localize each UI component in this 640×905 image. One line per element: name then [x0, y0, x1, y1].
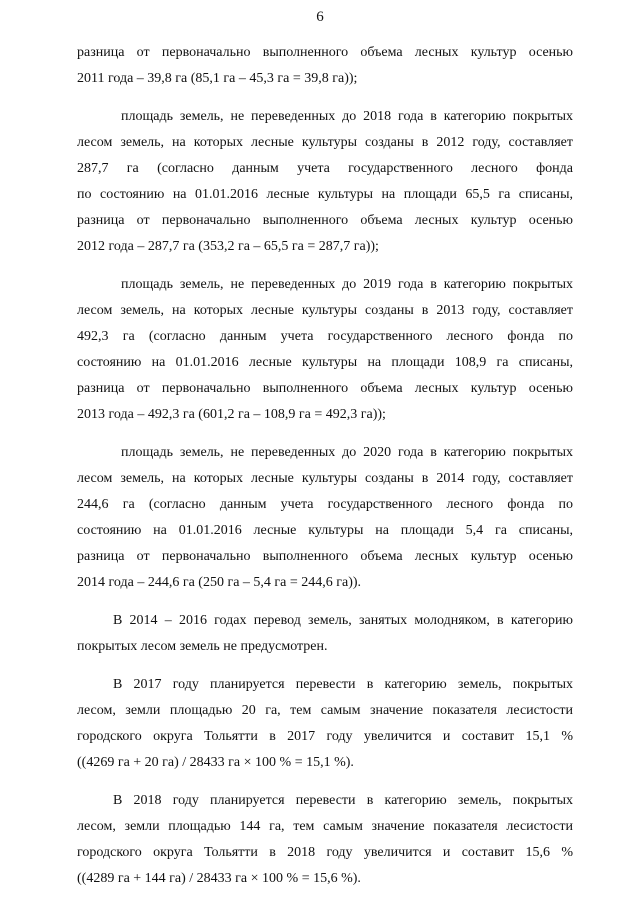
- text-line: 2011 года – 39,8 га (85,1 га – 45,3 га = 39,8 га));: [77, 71, 358, 86]
- text-line: 2014 года – 244,6 га (250 га – 5,4 га = 244,6 га)).: [77, 575, 362, 590]
- text-line: 2012 года – 287,7 га (353,2 га – 65,5 га = 287,7 га));: [77, 239, 379, 254]
- text-line: В 2017 году планируется перевести в категорию земель, покрытых: [113, 677, 573, 692]
- text-line: городского округа Тольятти в 2018 году увеличится и составит 15,6 %: [77, 845, 573, 860]
- paragraph-7: [77, 788, 573, 892]
- text-line: разница от первоначально выполненного объема лесных культур осенью: [77, 381, 573, 396]
- text-line: В 2014 – 2016 годах перевод земель, занятых молодняком, в категорию: [113, 613, 573, 628]
- paragraph-5: [77, 608, 573, 660]
- text-line: лесом земель, на которых лесные культуры созданы в 2013 году, составляет: [77, 303, 573, 318]
- text-line: 2013 года – 492,3 га (601,2 га – 108,9 га = 492,3 га));: [77, 407, 386, 422]
- paragraph-3: [77, 272, 573, 428]
- paragraph-4: [77, 440, 573, 596]
- paragraph-1: [77, 40, 573, 92]
- text-line: по состоянию на 01.01.2016 лесные культуры на площади 65,5 га списаны,: [77, 187, 573, 202]
- text-line: площадь земель, не переведенных до 2019 года в категорию покрытых: [121, 277, 573, 292]
- text-line: лесом земель, на которых лесные культуры созданы в 2014 году, составляет: [77, 471, 573, 486]
- text-line: ((4269 га + 20 га) / 28433 га × 100 % = 15,1 %).: [77, 755, 354, 770]
- text-line: ((4289 га + 144 га) / 28433 га × 100 % = 15,6 %).: [77, 871, 361, 886]
- text-line: состоянию на 01.01.2016 лесные культуры на площади 108,9 га списаны,: [77, 355, 573, 370]
- paragraph-2: [77, 104, 573, 260]
- text-line: состоянию на 01.01.2016 лесные культуры на площади 5,4 га списаны,: [77, 523, 573, 538]
- text-line: городского округа Тольятти в 2017 году увеличится и составит 15,1 %: [77, 729, 573, 744]
- text-line: площадь земель, не переведенных до 2018 года в категорию покрытых: [121, 109, 573, 124]
- text-line: 287,7 га (согласно данным учета государственного лесного фонда: [77, 161, 573, 176]
- document-body: [77, 40, 573, 904]
- text-line: лесом, земли площадью 20 га, тем самым значение показателя лесистости: [77, 703, 573, 718]
- text-line: лесом, земли площадью 144 га, тем самым значение показателя лесистости: [77, 819, 573, 834]
- paragraph-6: [77, 672, 573, 776]
- text-line: 492,3 га (согласно данным учета государственного лесного фонда по: [77, 329, 573, 344]
- text-line: В 2018 году планируется перевести в категорию земель, покрытых: [113, 793, 573, 808]
- text-line: разница от первоначально выполненного объема лесных культур осенью: [77, 549, 573, 564]
- text-line: разница от первоначально выполненного объема лесных культур осенью: [77, 45, 573, 60]
- text-line: 244,6 га (согласно данным учета государственного лесного фонда по: [77, 497, 573, 512]
- page-number: 6: [316, 9, 324, 25]
- text-line: разница от первоначально выполненного объема лесных культур осенью: [77, 213, 573, 228]
- text-line: покрытых лесом земель не предусмотрен.: [77, 639, 328, 654]
- text-line: лесом земель, на которых лесные культуры созданы в 2012 году, составляет: [77, 135, 573, 150]
- text-line: площадь земель, не переведенных до 2020 года в категорию покрытых: [121, 445, 573, 460]
